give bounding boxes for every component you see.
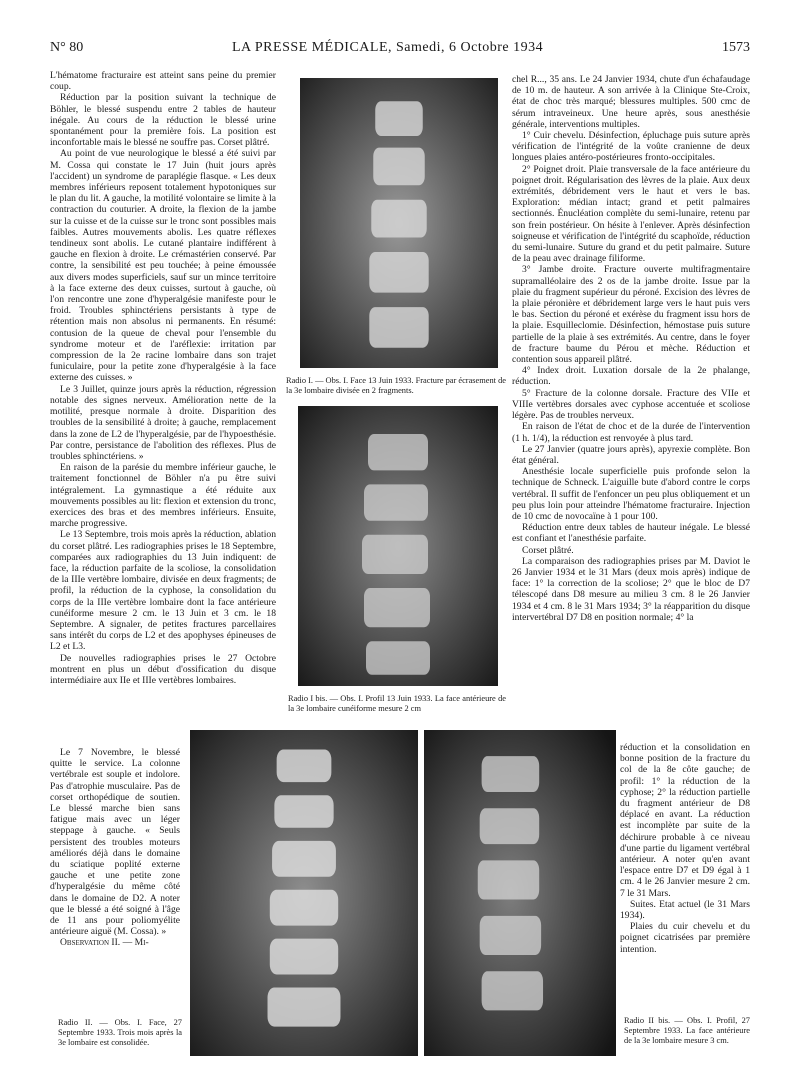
right-column-continued: [620, 742, 750, 955]
paragraph: Le 7 Novembre, le blessé quitte le service. La colonne vertébrale est souple et indolore. Pas d'atrophie musculaire. Pas de corset orthopédique de soutien. Le blessé marche bien sans fatigue mais avec un léger steppage à gauche. « Seuls persistent des troubles moteurs améliorés déjà dans le domaine du sciatique poplité externe gauche et une petite zone d'hyperalgésie du même côté dans le domaine de D2. A noter que le blessé a été soigné à l'âge de 11 ans pour poliomyélite antérieure aiguë (M. Cossa). »: [50, 747, 180, 938]
paragraph: réduction et la consolidation en bonne position de la fracture du col de la 8e côte gauche; de profil: 1° la réduction de la cyphose; 2° la réduction partielle du fragment antérieur de D8 déplacé en avant. La réduction est incomplète par suite de la déchirure probable à ce niveau d'une partie du ligament vertébral antérieur. A noter qu'en avant l'espace entre D7 et D9 égal à 1 cm. 4 le 26 Janvier mesure 2 cm. 7 le 31 Mars.: [620, 742, 750, 899]
paragraph: Au point de vue neurologique le blessé a été suivi par M. Cossa qui constate le 17 Juin (huit jours après l'accident) un syndrome de paraplégie flasque. « Les deux membres inférieurs reposent totalement hypotoniques sur le plan du lit. A gauche, la motilité volontaire se limite à la contraction du couturier. A droite, la flexion de la jambe sur la cuisse et de la cuisse sur le tronc sont possibles mais faibles. Autres mouvements abolis. Les quatre réflexes tendineux sont abolis. Le cutané plantaire indifférent à gauche en flexion à droite. Le crémastérien conservé. Par contre, la sensibilité est peu touchée; à peine émoussée aux divers modes superficiels, sauf sur un mince territoire à la face externe des deux cuisses, surtout à gauche, où l'on rencontre une zone d'hyperalgésie manifeste pour le froid. Troubles sphinctériens persistants à type de rétention mais non absolus ni permanents. En résumé: contusion de la queue de cheval pour l'ensemble du syndrome moteur et de l'aréflexie: irritation par compression de la 2e racine lombaire dans son trajet funiculaire, pour la petite zone d'hyperalgésie à la face externe des cuisses. »: [50, 148, 276, 384]
paragraph: Réduction entre deux tables de hauteur inégale. Le blessé est confiant et l'anesthésie parfaite.: [512, 522, 750, 545]
paragraph: 5° Fracture de la colonne dorsale. Fracture des VIIe et VIIIe vertèbres dorsales avec cyphose accentuée et scoliose légère. Pas de troubles nerveux.: [512, 387, 750, 422]
issue-date: Samedi, 6 Octobre 1934: [396, 40, 544, 55]
caption-radio-2: Radio II. — Obs. I. Face, 27 Septembre 1933. Trois mois après la 3e lombaire est consolidée.: [58, 1018, 182, 1047]
paragraph: Le 13 Septembre, trois mois après la réduction, ablation du corset plâtré. Les radiographies prises le 18 Septembre, comparées aux radiographies du 13 Juin indiquent: de face, la réduction parfaite de la scoliose, la consolidation de la IIIe vertèbre lombaire, divisée en deux fragments; de profil, la réduction de la cyphose, la consolidation du corps de la IIIe vertèbre lombaire dont la face antérieure cunéiforme mesure 2 cm. le 13 Juin et 3 cm. le 18 Septembre. A signaler, de petites fractures parcellaires sans intérêt du corps de L2 et des apophyses épineuses de L2 et L3.: [50, 529, 276, 653]
paragraph: En raison de la parésie du membre inférieur gauche, le traitement fonctionnel de Böhler n'a pu être suivi intégralement. La gymnastique a été réduite aux mouvements possibles au lit: flexion et extension du tronc, exercices des bras et des membres inférieurs. Ensuite, marche progressive.: [50, 462, 276, 530]
radiograph-2bis: [424, 730, 616, 1056]
paragraph: Le 27 Janvier (quatre jours après), apyrexie complète. Bon état général.: [512, 443, 750, 466]
left-column-continued: [50, 747, 180, 949]
paragraph: 3° Jambe droite. Fracture ouverte multifragmentaire supramalléolaire des 2 os de la jambe droite. Issue par la plaie du fragment supérieur du péroné. Excision des lèvres de la plaie péronière et débridement large vers le haut puis vers le bas. Section du péroné et exérèse du fragment issu hors de la plaie. Esquilleclomie. Désinfection, hémostase puis suture partielle de la plaie à ses extrémités. Au centre, dans le foyer de fracture baume du Pérou et mèche. Réduction et contention sous appareil plâtré.: [512, 264, 750, 366]
paragraph: 2° Poignet droit. Plaie transversale de la face antérieure du poignet droit. Régularisation des lèvres de la plaie. Aux deux extrémités, débridement vers le haut et vers le bas. Exploration: médian intact; grand et petit palmaires sectionnés. Énucléation complète du semi-lunaire, retenu par son frein postérieur. On hésite à l'enlever. Après désinfection soigneuse et vérification de l'intégrité du scaphoïde, réduction du semi-lunaire. Suture du grand et du petit palmaire. Suture de la peau avec drainage filiforme.: [512, 163, 750, 265]
paragraph: L'hématome fracturaire est atteint sans peine du premier coup.: [50, 70, 276, 93]
observation-heading: Observation II. — Mi-: [60, 937, 149, 949]
paragraph: Suites. Etat actuel (le 31 Mars 1934).: [620, 898, 750, 922]
radiograph-2: [190, 730, 418, 1056]
page-number: 1573: [722, 40, 750, 55]
paragraph: Réduction par la position suivant la technique de Böhler, le blessé suspendu entre 2 tables de hauteur inégale. Au cours de la réduction le blessé urine spontanément pour la première fois. La position est inconfortable mais le blessé ne souffre pas. Corset plâtré.: [50, 92, 276, 149]
paragraph: En raison de l'état de choc et de la durée de l'intervention (1 h. 1/4), la réduction est renvoyée à plus tard.: [512, 421, 750, 444]
paragraph: De nouvelles radiographies prises le 27 Octobre montrent en plus un début d'ossification du disque intermédiaire aux IIe et IIIe vertèbres lombaires.: [50, 652, 276, 686]
issue-number: N° 80: [50, 40, 84, 55]
paragraph: Corset plâtré.: [522, 544, 574, 556]
paragraph: chel R..., 35 ans. Le 24 Janvier 1934, chute d'un échafaudage de 10 m. de hauteur. A son arrivée à la Clinique Ste-Croix, état de choc très marqué; blessures multiples. 500 cmc de sérum intraveineux. Une heure après, sous anesthésie générale, interventions multiples.: [512, 74, 750, 130]
radiograph-1bis: [298, 406, 498, 686]
right-column: [512, 74, 750, 623]
paragraph: Le 3 Juillet, quinze jours après la réduction, régression notable des signes nerveux. Amélioration nette de la motilité, presque normale à droite. Disparition des troubles de la sensibilité à droite; à gauche, remplacement dans la zone de L2 de l'hyperalgésie, par de l'hypoesthésie. Par contre, persistance de l'abolition des réflexes. Plus de troubles sphinctériens. »: [50, 383, 276, 462]
caption-radio-2bis: Radio II bis. — Obs. I. Profil, 27 Septembre 1933. La face antérieure de la 3e lombaire mesure 3 cm.: [624, 1016, 750, 1045]
paragraph: 1° Cuir chevelu. Désinfection, épluchage puis suture après vérification de l'intégrité de la voûte cranienne de deux longues plaies antéro-postérieures fronto-occipitales.: [512, 130, 750, 164]
caption-radio-1bis: Radio I bis. — Obs. I. Profil 13 Juin 1933. La face antérieure de la 3e lombaire cunéiforme mesure 2 cm: [288, 694, 506, 713]
caption-radio-1: Radio I. — Obs. I. Face 13 Juin 1933. Fracture par écrasement de la 3e lombaire divisée en 2 fragments.: [286, 376, 507, 395]
left-column: [50, 70, 276, 686]
paragraph: Plaies du cuir chevelu et du poignet cicatrisées par première intention.: [620, 921, 750, 955]
paragraph: 4° Index droit. Luxation dorsale de la 2e phalange, réduction.: [512, 365, 750, 388]
page-header: [50, 40, 750, 62]
paragraph: Anesthésie locale superficielle puis profonde selon la technique de Schneck. L'aiguille bute d'abord contre le corps vertébral. Il suffit de l'enfoncer un peu plus obliquement et un peu plus loin pour atteindre l'hématome fracturaire. Injection de 10 cmc de novocaïne à 1 pour 100.: [512, 466, 750, 522]
journal-title: LA PRESSE MÉDICALE, Samedi, 6 Octobre 1934: [232, 40, 544, 55]
paragraph: La comparaison des radiographies prises par M. Daviot le 26 Janvier 1934 et le 31 Mars (deux mois après) indique de face: 1° la correction de la scoliose; 2° que le bloc de D7 télescopé dans D8 mesure au milieu 3 cm. 8 le 26 Janvier 1934 et 4 cm. 8 le 31 Mars 1934; 3° la réapparition du disque intervertébral D7 D8 en position normale; 4° la: [512, 555, 750, 623]
radiograph-1: [300, 78, 498, 368]
